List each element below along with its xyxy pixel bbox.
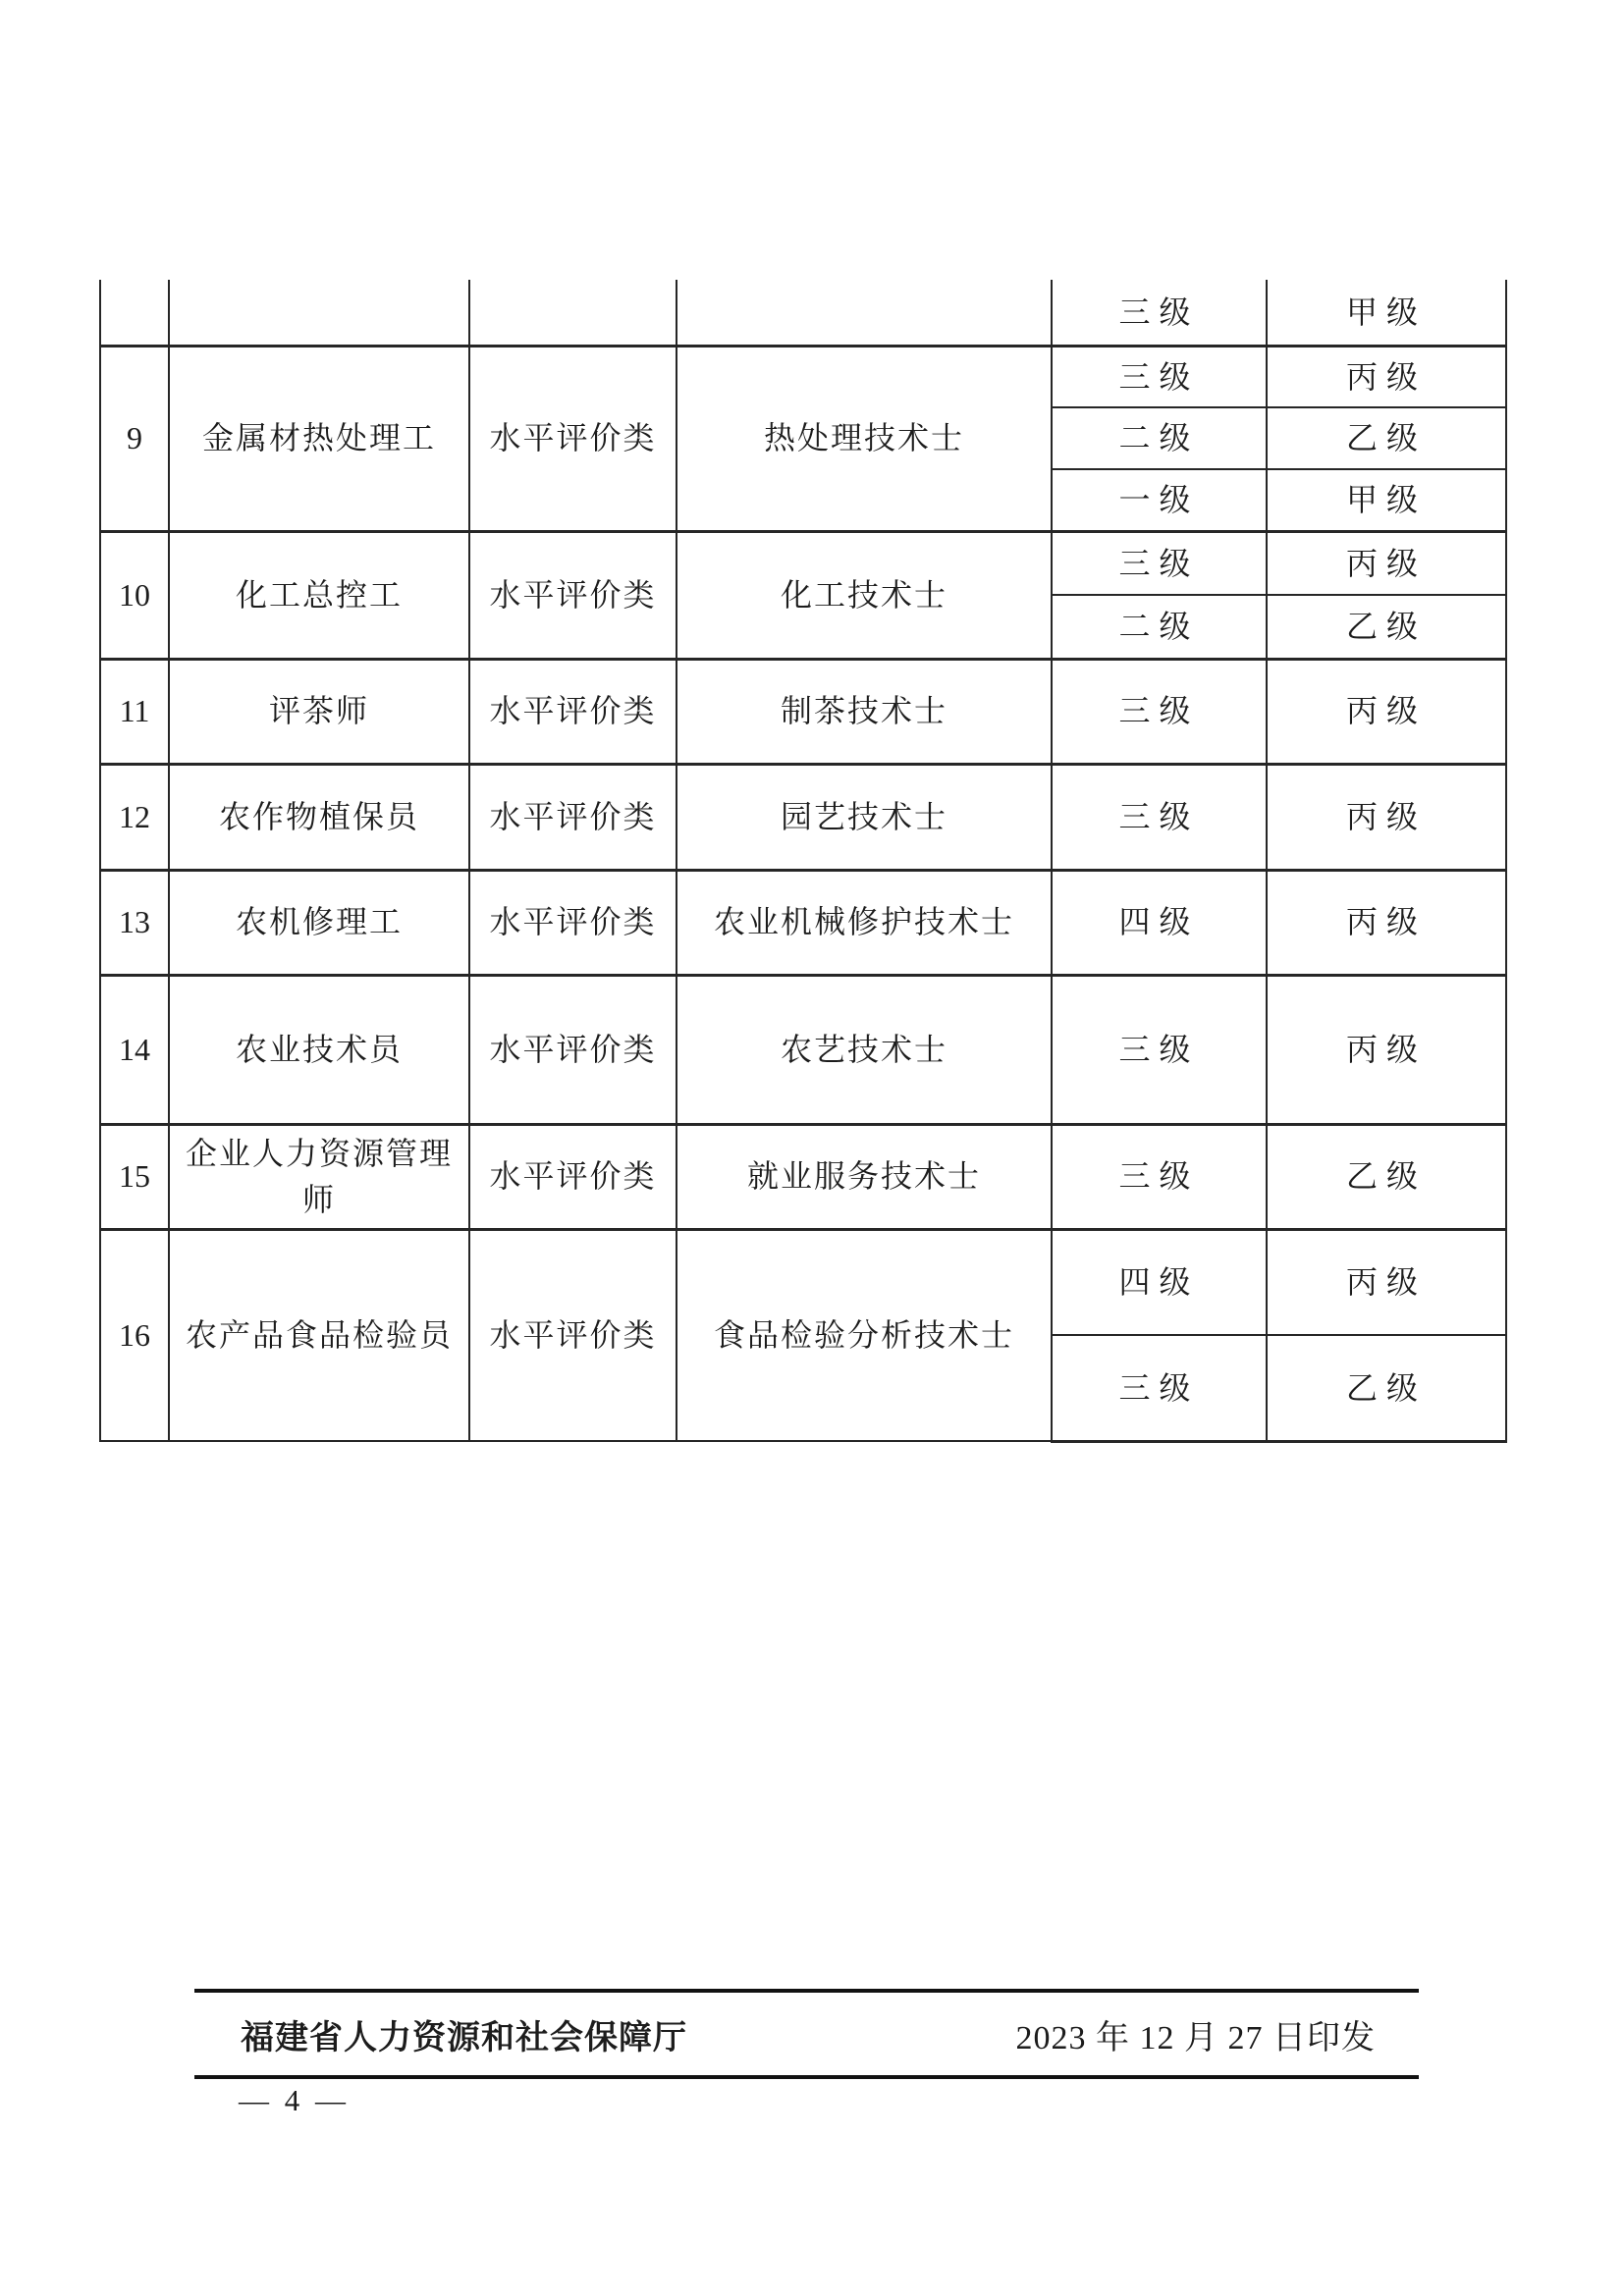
cell-technician-title: 化工技术士 xyxy=(677,531,1052,659)
cell-evaluation-type: 水平评价类 xyxy=(469,346,677,531)
cell-level: 三级 xyxy=(1052,280,1267,346)
cell-evaluation-type xyxy=(469,280,677,346)
cell-technician-title: 农艺技术士 xyxy=(677,975,1052,1124)
footer-issue-date: 2023 年 12 月 27 日印发 xyxy=(1015,2019,1376,2056)
cell-grade: 乙级 xyxy=(1267,1124,1506,1229)
cell-row-number: 15 xyxy=(100,1124,169,1229)
table-row-10 xyxy=(100,531,1506,595)
cell-level: 三级 xyxy=(1052,531,1267,595)
cell-evaluation-type: 水平评价类 xyxy=(469,659,677,764)
table-row-12 xyxy=(100,764,1506,870)
footer-issuer: 福建省人力资源和社会保障厅 xyxy=(241,2019,687,2056)
cell-evaluation-type: 水平评价类 xyxy=(469,531,677,659)
cell-occupation-name: 企业人力资源管理师 xyxy=(169,1124,469,1229)
cell-level: 三级 xyxy=(1052,1124,1267,1229)
cell-occupation-name xyxy=(169,280,469,346)
cell-level: 四级 xyxy=(1052,870,1267,975)
cell-grade: 甲级 xyxy=(1267,280,1506,346)
cell-grade: 丙级 xyxy=(1267,531,1506,595)
table-row-16 xyxy=(100,1229,1506,1335)
footer-rule-bottom xyxy=(194,2075,1419,2079)
cell-occupation-name: 农产品食品检验员 xyxy=(169,1229,469,1441)
cell-level: 三级 xyxy=(1052,975,1267,1124)
cell-row-number: 12 xyxy=(100,764,169,870)
cell-technician-title: 园艺技术士 xyxy=(677,764,1052,870)
cell-grade: 丙级 xyxy=(1267,764,1506,870)
table-row-11 xyxy=(100,659,1506,764)
cell-technician-title: 热处理技术士 xyxy=(677,346,1052,531)
cell-technician-title: 食品检验分析技术士 xyxy=(677,1229,1052,1441)
cell-technician-title xyxy=(677,280,1052,346)
cell-evaluation-type: 水平评价类 xyxy=(469,764,677,870)
cell-level: 一级 xyxy=(1052,469,1267,531)
cell-row-number: 9 xyxy=(100,346,169,531)
cell-level: 四级 xyxy=(1052,1229,1267,1335)
table-row-9 xyxy=(100,346,1506,407)
cell-occupation-name: 化工总控工 xyxy=(169,531,469,659)
cell-row-number: 13 xyxy=(100,870,169,975)
cell-technician-title: 农业机械修护技术士 xyxy=(677,870,1052,975)
cell-grade: 乙级 xyxy=(1267,1335,1506,1441)
cell-grade: 丙级 xyxy=(1267,659,1506,764)
cell-occupation-name: 农业技术员 xyxy=(169,975,469,1124)
cell-grade: 乙级 xyxy=(1267,595,1506,659)
cell-level: 二级 xyxy=(1052,595,1267,659)
cell-level: 三级 xyxy=(1052,659,1267,764)
table-row-continuation xyxy=(100,280,1506,346)
cell-evaluation-type: 水平评价类 xyxy=(469,1229,677,1441)
cell-level: 三级 xyxy=(1052,764,1267,870)
cell-grade: 丙级 xyxy=(1267,975,1506,1124)
cell-row-number: 16 xyxy=(100,1229,169,1441)
cell-occupation-name: 金属材热处理工 xyxy=(169,346,469,531)
cell-grade: 丙级 xyxy=(1267,1229,1506,1335)
cell-level: 三级 xyxy=(1052,346,1267,407)
cell-grade: 丙级 xyxy=(1267,870,1506,975)
cell-technician-title: 就业服务技术士 xyxy=(677,1124,1052,1229)
cell-occupation-name: 农作物植保员 xyxy=(169,764,469,870)
table-row-15 xyxy=(100,1124,1506,1229)
cell-evaluation-type: 水平评价类 xyxy=(469,975,677,1124)
cell-grade: 甲级 xyxy=(1267,469,1506,531)
cell-technician-title: 制茶技术士 xyxy=(677,659,1052,764)
table-row-13 xyxy=(100,870,1506,975)
cell-evaluation-type: 水平评价类 xyxy=(469,870,677,975)
cell-row-number: 14 xyxy=(100,975,169,1124)
table-row-14 xyxy=(100,975,1506,1124)
cell-occupation-name: 评茶师 xyxy=(169,659,469,764)
skill-level-table xyxy=(99,280,1507,1443)
footer xyxy=(194,1993,1419,2075)
cell-grade: 丙级 xyxy=(1267,346,1506,407)
cell-row-number: 10 xyxy=(100,531,169,659)
cell-row-number: 11 xyxy=(100,659,169,764)
cell-occupation-name: 农机修理工 xyxy=(169,870,469,975)
cell-evaluation-type: 水平评价类 xyxy=(469,1124,677,1229)
cell-level: 三级 xyxy=(1052,1335,1267,1441)
cell-level: 二级 xyxy=(1052,407,1267,469)
cell-row-number xyxy=(100,280,169,346)
cell-grade: 乙级 xyxy=(1267,407,1506,469)
page-number: — 4 — xyxy=(239,2083,350,2117)
